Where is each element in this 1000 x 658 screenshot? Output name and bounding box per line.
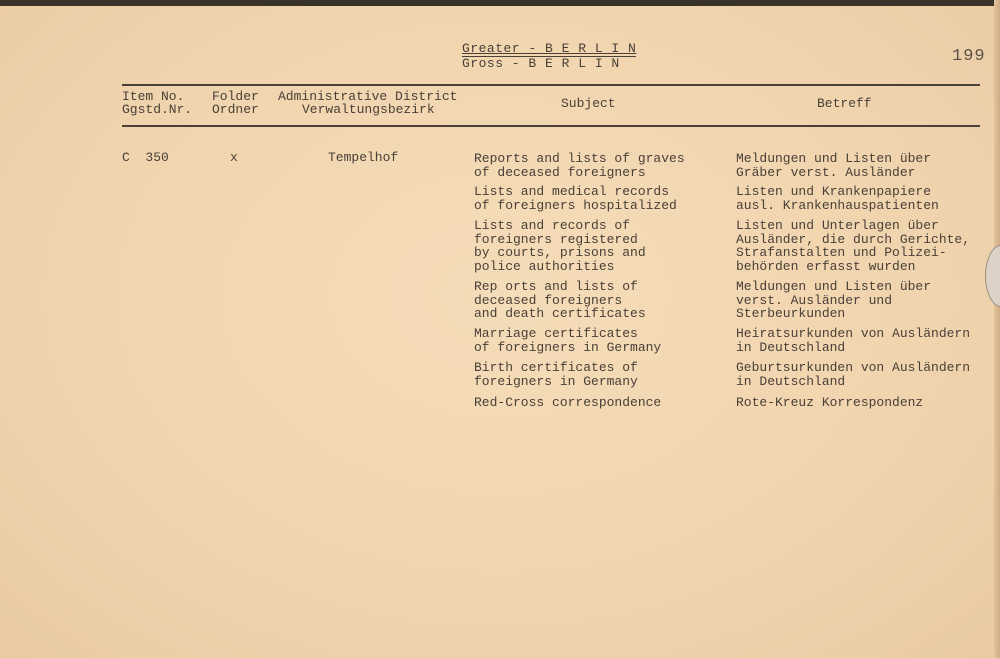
header-folder-en: Folder [212,89,259,104]
header-subject: Subject [561,96,616,111]
header-item-no-de: Ggstd.Nr. [122,102,193,117]
betreff-row: Listen und Unterlagen über Ausländer, die durch Gerichte, Strafanstalten und Polizei- behörden erfasst wurden [736,218,971,274]
subject-row: Red-Cross correspondence [474,395,662,410]
betreff-row: Meldungen und Listen über Gräber verst. Ausländer [736,151,932,180]
entry-folder: x [230,150,238,165]
header-top-rule [122,84,980,86]
header-bottom-rule [122,125,980,127]
header-district [278,90,457,116]
subject-row: Marriage certificates of foreigners in Germany [474,326,662,355]
header-district-en: Administrative District [278,89,458,104]
betreff-row: Heiratsurkunden von Ausländern in Deutschland [736,326,971,355]
subject-row: Rep orts and lists of deceased foreigners and death certificates [474,279,646,321]
header-district-de: Verwaltungsbezirk [302,102,435,117]
header-folder [212,90,259,116]
subject-row: Lists and medical records of foreigners hospitalized [474,184,677,213]
header-item-no [122,90,192,116]
header-item-no-en: Item No. [122,89,185,104]
entry-item-no: C 350 [122,150,169,165]
subject-row: Reports and lists of graves of deceased foreigners [474,151,685,180]
paper-flap [985,245,1000,307]
header-betreff: Betreff [817,96,872,111]
betreff-row: Listen und Krankenpapiere ausl. Krankenhauspatienten [736,184,939,213]
title-line-1: Greater - B E R L I N [462,41,637,56]
betreff-row: Rote-Kreuz Korrespondenz [736,395,924,410]
betreff-row: Geburtsurkunden von Ausländern in Deutschland [736,360,971,389]
subject-row: Birth certificates of foreigners in Germany [474,360,638,389]
header-folder-de: Ordner [212,102,259,117]
scan-edge [0,0,1000,6]
subject-row: Lists and records of foreigners registered by courts, prisons and police authorities [474,218,646,274]
entry-district: Tempelhof [328,150,399,165]
page-edge [994,0,1000,658]
title-line-2: Gross - B E R L I N [462,56,636,71]
page-number: 199 [952,47,986,66]
betreff-row: Meldungen und Listen über verst. Ausländer und Sterbeurkunden [736,279,932,321]
page-title [462,42,636,71]
